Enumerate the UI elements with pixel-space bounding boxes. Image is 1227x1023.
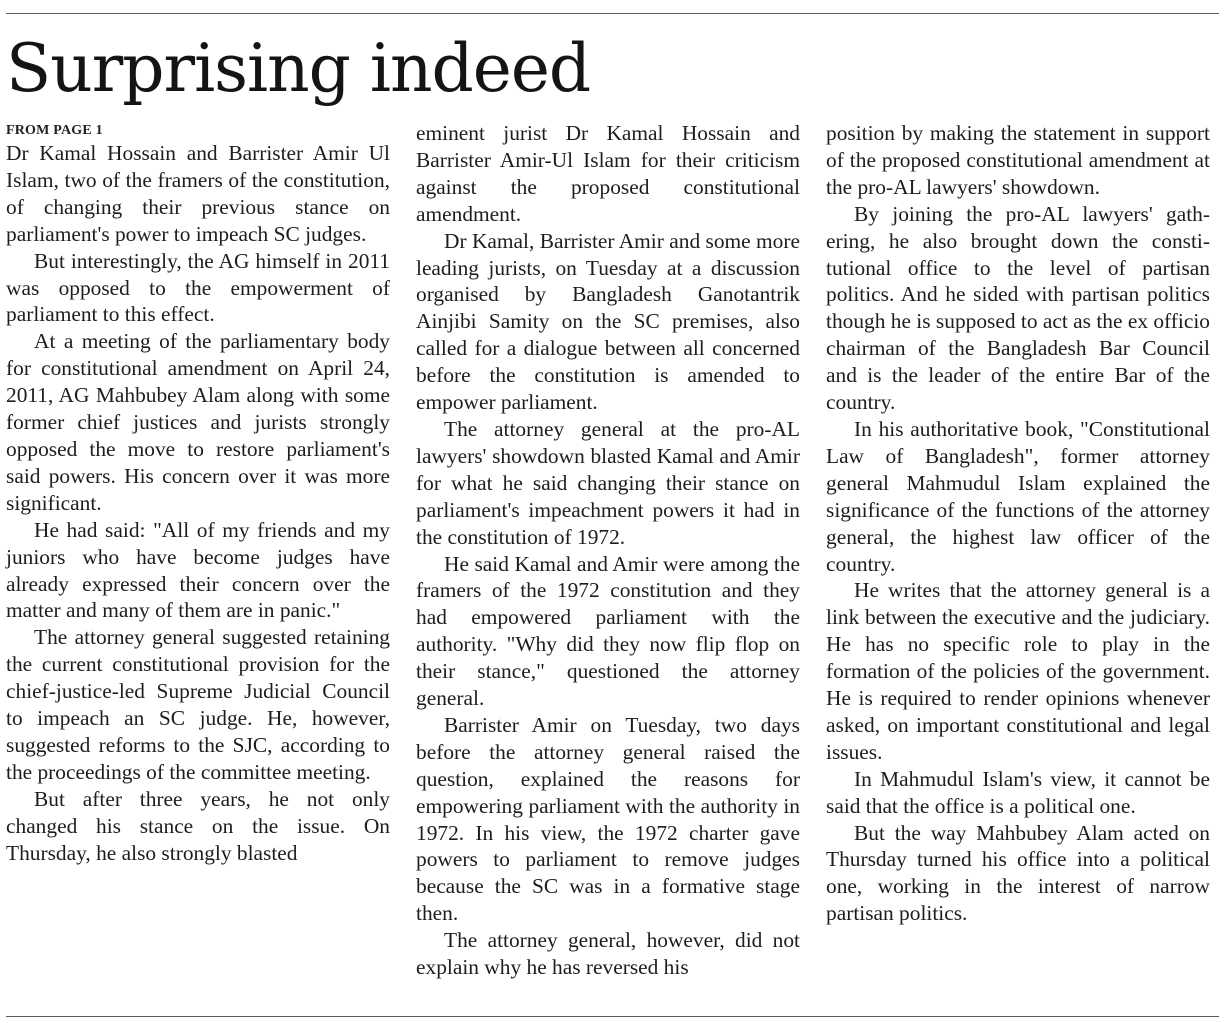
article-column-1	[6, 120, 390, 866]
kicker-from-page: FROM PAGE 1	[6, 123, 103, 138]
paragraph: position by making the statement in support of the proposed constitutional amendment at the pro-AL lawyers' showdown.	[826, 121, 1210, 199]
paragraph: eminent jurist Dr Kamal Hossain and Barrister Amir-Ul Islam for their criticism against the proposed constitutional amendment.	[416, 121, 800, 226]
paragraph: Dr Kamal Hossain and Barrister Amir Ul Islam, two of the framers of the constitution, of changing their previous stance on parliament's power to impeach SC judges.	[6, 141, 390, 246]
paragraph: At a meeting of the parliamentary body for constitutional amendment on April 24, 2011, AG Mahbubey Alam along with some former chief justices and jurists strongly opposed the move to restore parliament's said powers. His concern over it was more significant.	[6, 329, 390, 515]
paragraph: He writes that the attorney general is a link between the executive and the judiciary. He has no specific role to play in the formation of the policies of the government. He is required to render opinions whenever asked, on important constitutional and legal issues.	[826, 578, 1210, 764]
paragraph: In Mahmudul Islam's view, it cannot be said that the office is a political one.	[826, 766, 1210, 818]
paragraph: But after three years, he not only changed his stance on the issue. On Thursday, he also strongly blasted	[6, 786, 390, 865]
bottom-rule	[6, 1016, 1219, 1017]
paragraph: The attorney general, however, did not explain why he has reversed his	[416, 928, 800, 980]
top-rule	[6, 13, 1219, 14]
paragraph: Dr Kamal, Barrister Amir and some more leading jurists, on Tuesday at a discussion organised by Bangladesh Ganotantrik Ainjibi Samity on the SC premises, also called for a dialogue between all concerned before the constitution is amended to empower parliament.	[416, 228, 800, 415]
paragraph: In his authoritative book, "Constitutional Law of Bangladesh", former attorney general Mahmudul Islam explained the significance of the functions of the attorney general, the highest law officer of the country.	[826, 416, 1210, 576]
paragraph: Barrister Amir on Tuesday, two days before the attorney general raised the question, explained the reasons for empowering parliament with the authority in 1972. In his view, the 1972 charter gave powers to parliament to remove judges because the SC was in a formative stage then.	[416, 712, 800, 926]
paragraph: But the way Mahbubey Alam acted on Thursday turned his office into a political one, working in the interest of narrow partisan politics.	[826, 820, 1210, 926]
article-column-3	[826, 120, 1210, 927]
paragraph: The attorney general at the pro-AL lawyers' showdown blasted Kamal and Amir for what he said changing their stance on parliament's impeachment powers it had in the constitution of 1972.	[416, 416, 800, 549]
paragraph: By joining the pro-AL lawyers' gathering, he also brought down the constitutional office to the level of partisan politics. And he sided with partisan politics though he is supposed to act as the ex officio chairman of the Bangladesh Bar Council and is the leader of the entire Bar of the country.	[826, 201, 1210, 415]
headline: Surprising indeed	[6, 30, 591, 107]
article-column-2	[416, 120, 800, 981]
paragraph: The attorney general suggested retaining the current constitutional provision for the chief-justice-led Supreme Judicial Council to impeach an SC judge. He, however, suggested reforms to the SJC, according to the proceedings of the committee meeting.	[6, 625, 390, 784]
paragraph: But interestingly, the AG himself in 2011 was opposed to the empowerment of parliament to this effect.	[6, 248, 390, 327]
paragraph: He had said: "All of my friends and my juniors who have become judges have already expressed their concern over the matter and many of them are in panic."	[6, 517, 390, 623]
paragraph: He said Kamal and Amir were among the framers of the 1972 constitution and they had empowered parliament with the authority. "Why did they now flip flop on their stance," questioned the attorney general.	[416, 551, 800, 711]
